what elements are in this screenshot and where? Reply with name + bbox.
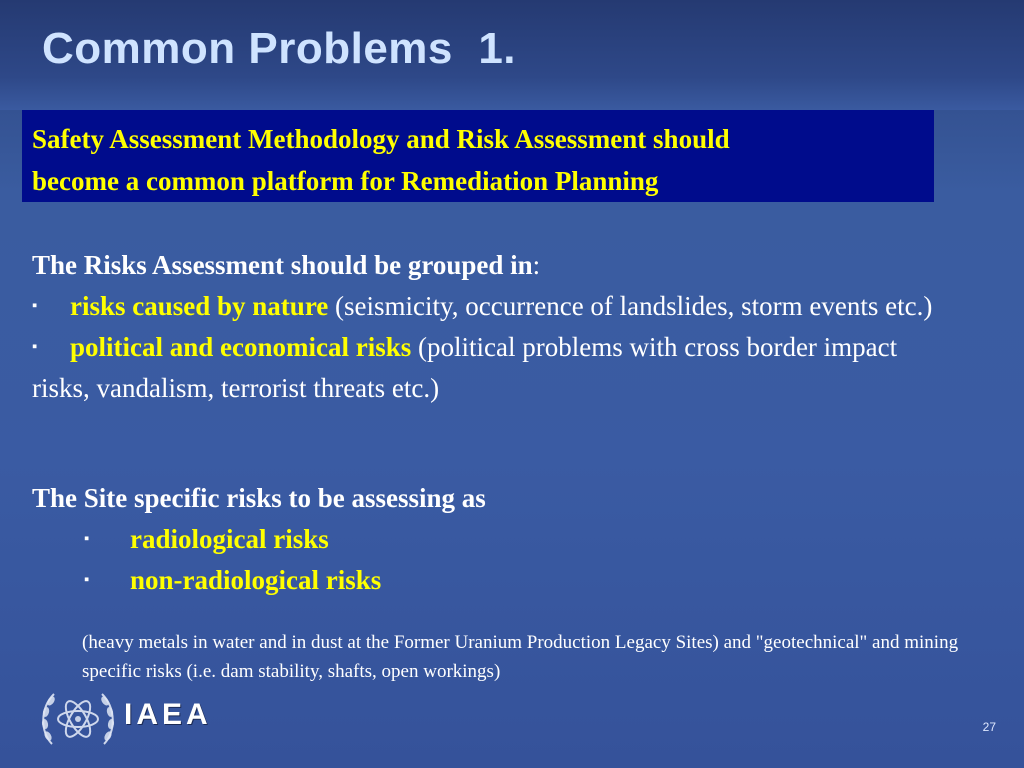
bullet-icon: ▪: [84, 531, 90, 547]
risks-heading: [32, 245, 952, 286]
risk-item-political-detail: (political problems with cross border impact risks, vandalism, terrorist threats etc.): [32, 332, 898, 403]
site-item-non-radiological-label: non-radiological risks: [130, 565, 382, 595]
slide-title: Common Problems 1.: [42, 24, 517, 73]
risk-item-nature-detail: (seismicity, occurrence of landslides, storm events etc.): [328, 291, 933, 321]
callout-line-2: become a common platform for Remediation Planning: [32, 166, 659, 196]
bullet-icon: ▪: [32, 339, 38, 355]
risk-item-nature-label: risks caused by nature: [70, 291, 329, 321]
bullet-icon: ▪: [32, 298, 38, 314]
site-item-non-radiological: [32, 560, 952, 601]
site-heading: The Site specific risks to be assessing as: [32, 483, 486, 513]
note-text: (heavy metals in water and in dust at the Former Uranium Production Legacy Sites) and "geotechnical" and mining specific risks (i.e. dam stability, shafts, open workings): [82, 632, 959, 682]
risks-heading-text: The Risks Assessment should be grouped in: [32, 250, 533, 280]
iaea-atom-laurel-logo-icon: [38, 686, 118, 752]
risk-item-nature: [32, 286, 952, 327]
site-item-radiological: [32, 519, 952, 560]
iaea-logo: [38, 686, 228, 752]
risk-item-political: [32, 327, 952, 409]
site-risks-section: [32, 478, 952, 601]
page-number: 27: [982, 720, 996, 734]
callout-box: [22, 110, 934, 202]
risks-heading-colon: :: [532, 250, 541, 280]
risk-item-political-label: political and economical risks: [70, 332, 412, 362]
logo-text: IAEA: [124, 698, 212, 731]
risks-section: [32, 245, 952, 409]
callout-line-1: Safety Assessment Methodology and Risk Assessment should: [32, 124, 730, 154]
bullet-icon: ▪: [84, 572, 90, 588]
site-item-radiological-label: radiological risks: [130, 524, 329, 554]
